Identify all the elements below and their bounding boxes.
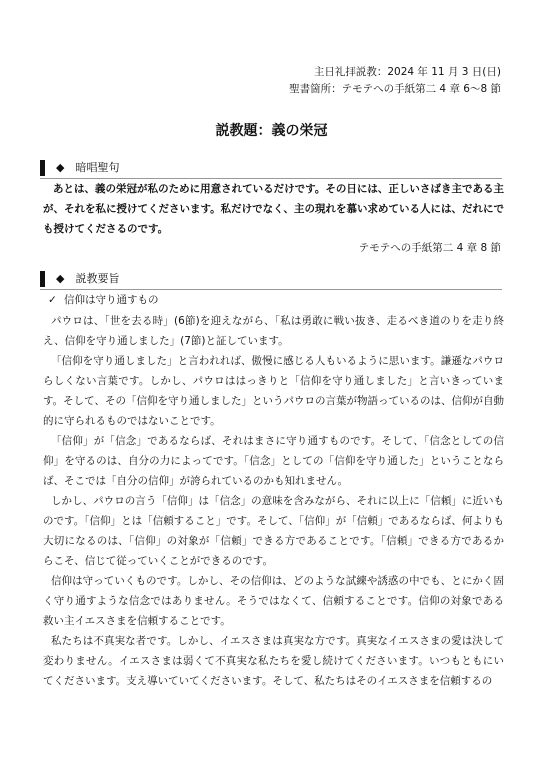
paragraph: パウロは、「世を去る時」(6節)を迎えながら、「私は勇敢に戦い抜き、走るべき道のりを走り終え、信仰を守り通しました」(7節)と証しています。 xyxy=(43,315,504,347)
heading-bar-decoration xyxy=(40,271,45,287)
sermon-meta xyxy=(289,64,501,98)
sermon-title: 説教題：義の栄冠 xyxy=(215,123,328,139)
section-heading-label: ◆ 説教要旨 xyxy=(56,272,120,285)
diamond-icon: ◆ xyxy=(56,272,65,285)
paragraph: しかし、パウロの言う「信仰」は「信念」の意味を含みながら、それに以上に「信頼」に近いものです。「信仰」とは「信頼すること」です。そして、「信仰」が「信頼」であるならば、何よりも大切になるのは、「信仰」の対象が「信頼」できる方であることです。「信頼」できる方であるからこそ、信じて従っていくことができるのです。 xyxy=(43,495,504,567)
paragraph: 「信仰」が「信念」であるならば、それはまさに守り通すものです。そして、「信念としての信仰」を守るのは、自分の力によってです。「信念」としての「信仰を守り通した」ということならば、そこでは「自分の信仰」が誇られているのかも知れません。 xyxy=(43,435,504,487)
scripture-reference: 聖書箇所：テモテへの手紙第二 4 章 6～8 節 xyxy=(289,83,501,95)
subheading: ✓ 信仰は守り通すもの xyxy=(48,294,159,306)
memory-verse-reference: テモテへの手紙第二 4 章 8 節 xyxy=(358,242,501,254)
memory-verse: あとは、義の栄冠が私のために用意されているだけです。その日には、正しいさばき主である主が、それを私に授けてくださいます。私だけでなく、主の現れを慕い求めている人には、だれにでも授けてくださるのです。 xyxy=(43,183,504,235)
check-icon: ✓ xyxy=(48,294,57,306)
summary-body xyxy=(43,311,504,691)
paragraph: 「信仰を守り通しました」と言われれば、傲慢に感じる人もいるように思います。謙遜なパウロらしくない言葉です。しかし、パウロははっきりと「信仰を守り通しました」と言いきっています。そして、その「信仰を守り通しました」というパウロの言葉が物語っているのは、信仰が自動的に守られるものではないことです。 xyxy=(43,355,504,427)
paragraph: 信仰は守っていくものです。しかし、その信仰は、どのような試練や誘惑の中でも、とにかく固く守り通すような信念ではありません。そうではなくて、信頼することです。信仰の対象である救い主イエスさまを信頼することです。 xyxy=(43,575,504,627)
section-heading-recitation xyxy=(40,160,502,176)
divider xyxy=(40,289,502,290)
diamond-icon: ◆ xyxy=(56,161,65,174)
sermon-date: 主日礼拝説教：2024 年 11 月 3 日(日) xyxy=(313,66,501,78)
section-heading-summary xyxy=(40,271,502,287)
section-heading-label: ◆ 暗唱聖句 xyxy=(56,161,120,174)
paragraph: 私たちは不真実な者です。しかし、イエスさまは真実な方です。真実なイエスさまの愛は決して変わりません。イエスさまは弱くて不真実な私たちを愛し続けてくださいます。いつもともにいてくださいます。支え導いていてくださいます。そして、私たちはそのイエスさまを信頼するの xyxy=(43,635,504,687)
heading-bar-decoration xyxy=(40,160,45,176)
